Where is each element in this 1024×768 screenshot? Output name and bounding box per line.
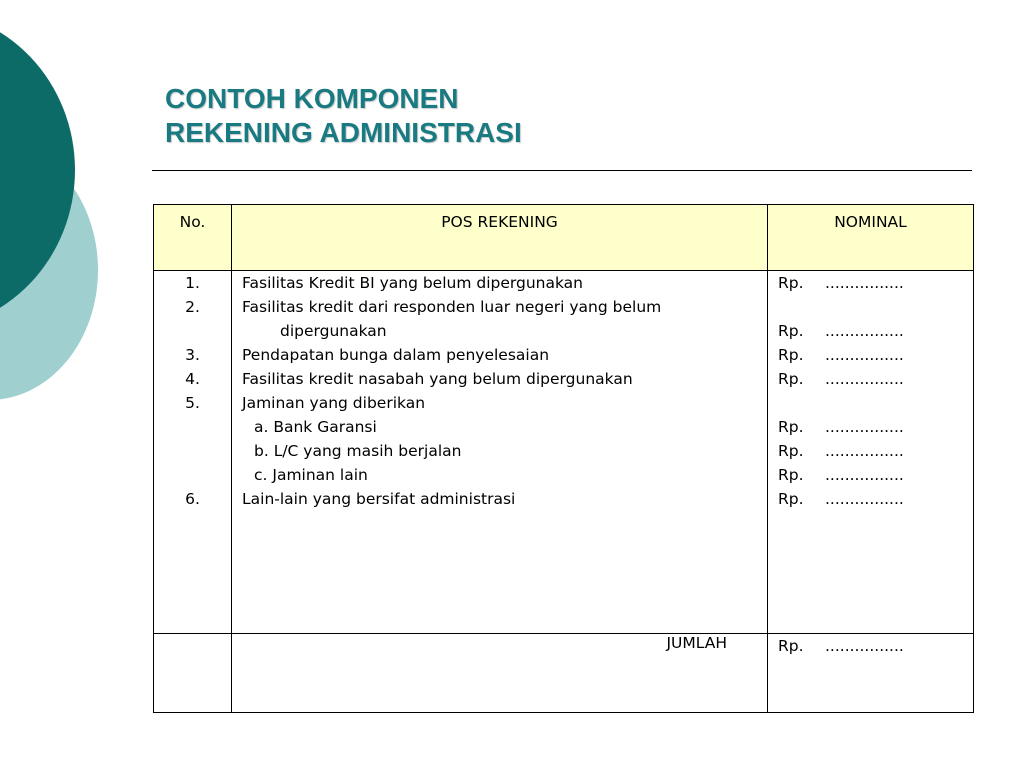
amount-placeholder: ................: [825, 466, 904, 484]
currency-label: Rp.: [778, 274, 804, 292]
header-pos-rekening: POS REKENING: [232, 205, 768, 271]
currency-label: Rp.: [778, 466, 804, 484]
amount-placeholder: ................: [825, 637, 904, 655]
row-nominal: [778, 463, 973, 487]
currency-label: Rp.: [778, 490, 804, 508]
row-pos-text: Fasilitas Kredit BI yang belum dipergunakan: [242, 274, 583, 292]
table-header-row: [154, 205, 974, 271]
row-number: 4.: [185, 370, 200, 388]
row-pos-text: Fasilitas kredit dari responden luar negeri yang belum: [242, 298, 662, 316]
row-nominal: [778, 487, 973, 511]
amount-placeholder: ................: [825, 274, 904, 292]
total-label: JUMLAH: [232, 634, 768, 713]
currency-label: Rp.: [778, 322, 804, 340]
amount-placeholder: ................: [825, 418, 904, 436]
row-number: [154, 319, 231, 343]
row-pos-text: a. Bank Garansi: [254, 418, 377, 436]
amount-placeholder: ................: [825, 442, 904, 460]
total-no-cell: [154, 634, 232, 713]
row-nominal: [778, 295, 973, 319]
currency-label: Rp.: [778, 418, 804, 436]
total-nominal: [768, 634, 974, 713]
row-number: 3.: [185, 346, 200, 364]
title-line-1: CONTOH KOMPONEN: [165, 83, 459, 114]
amount-placeholder: ................: [825, 322, 904, 340]
header-no: No.: [154, 205, 232, 271]
title-line-2: REKENING ADMINISTRASI: [165, 117, 522, 148]
row-number: 2.: [185, 298, 200, 316]
row-nominal: [778, 439, 973, 463]
row-number: [154, 463, 231, 487]
row-pos-text: Lain-lain yang bersifat administrasi: [242, 490, 516, 508]
components-table: [153, 204, 974, 713]
table-body-row: [154, 271, 974, 634]
row-number: 5.: [185, 394, 200, 412]
pos-rekening-column: [232, 271, 768, 634]
row-nominal: [778, 415, 973, 439]
row-pos-text: Jaminan yang diberikan: [242, 394, 426, 412]
row-pos-text: dipergunakan: [280, 322, 387, 340]
title-divider: [152, 170, 972, 171]
currency-label: Rp.: [778, 637, 804, 655]
row-number: [154, 415, 231, 439]
row-nominal: [778, 343, 973, 367]
row-nominal: [778, 391, 973, 415]
row-pos-text: b. L/C yang masih berjalan: [254, 442, 462, 460]
amount-placeholder: ................: [825, 490, 904, 508]
row-number: [154, 439, 231, 463]
nominal-column: [768, 271, 974, 634]
currency-label: Rp.: [778, 442, 804, 460]
row-number: 6.: [185, 490, 200, 508]
row-nominal: [778, 319, 973, 343]
row-number: 1.: [185, 274, 200, 292]
table-total-row: [154, 634, 974, 713]
amount-placeholder: ................: [825, 346, 904, 364]
row-pos-text: Fasilitas kredit nasabah yang belum dipergunakan: [242, 370, 633, 388]
slide-title: [165, 82, 522, 150]
header-nominal: NOMINAL: [768, 205, 974, 271]
amount-placeholder: ................: [825, 370, 904, 388]
row-nominal: [778, 271, 973, 295]
row-pos-text: c. Jaminan lain: [254, 466, 368, 484]
row-pos-text: Pendapatan bunga dalam penyelesaian: [242, 346, 550, 364]
row-nominal: [778, 367, 973, 391]
number-column: [154, 271, 232, 634]
currency-label: Rp.: [778, 370, 804, 388]
currency-label: Rp.: [778, 346, 804, 364]
